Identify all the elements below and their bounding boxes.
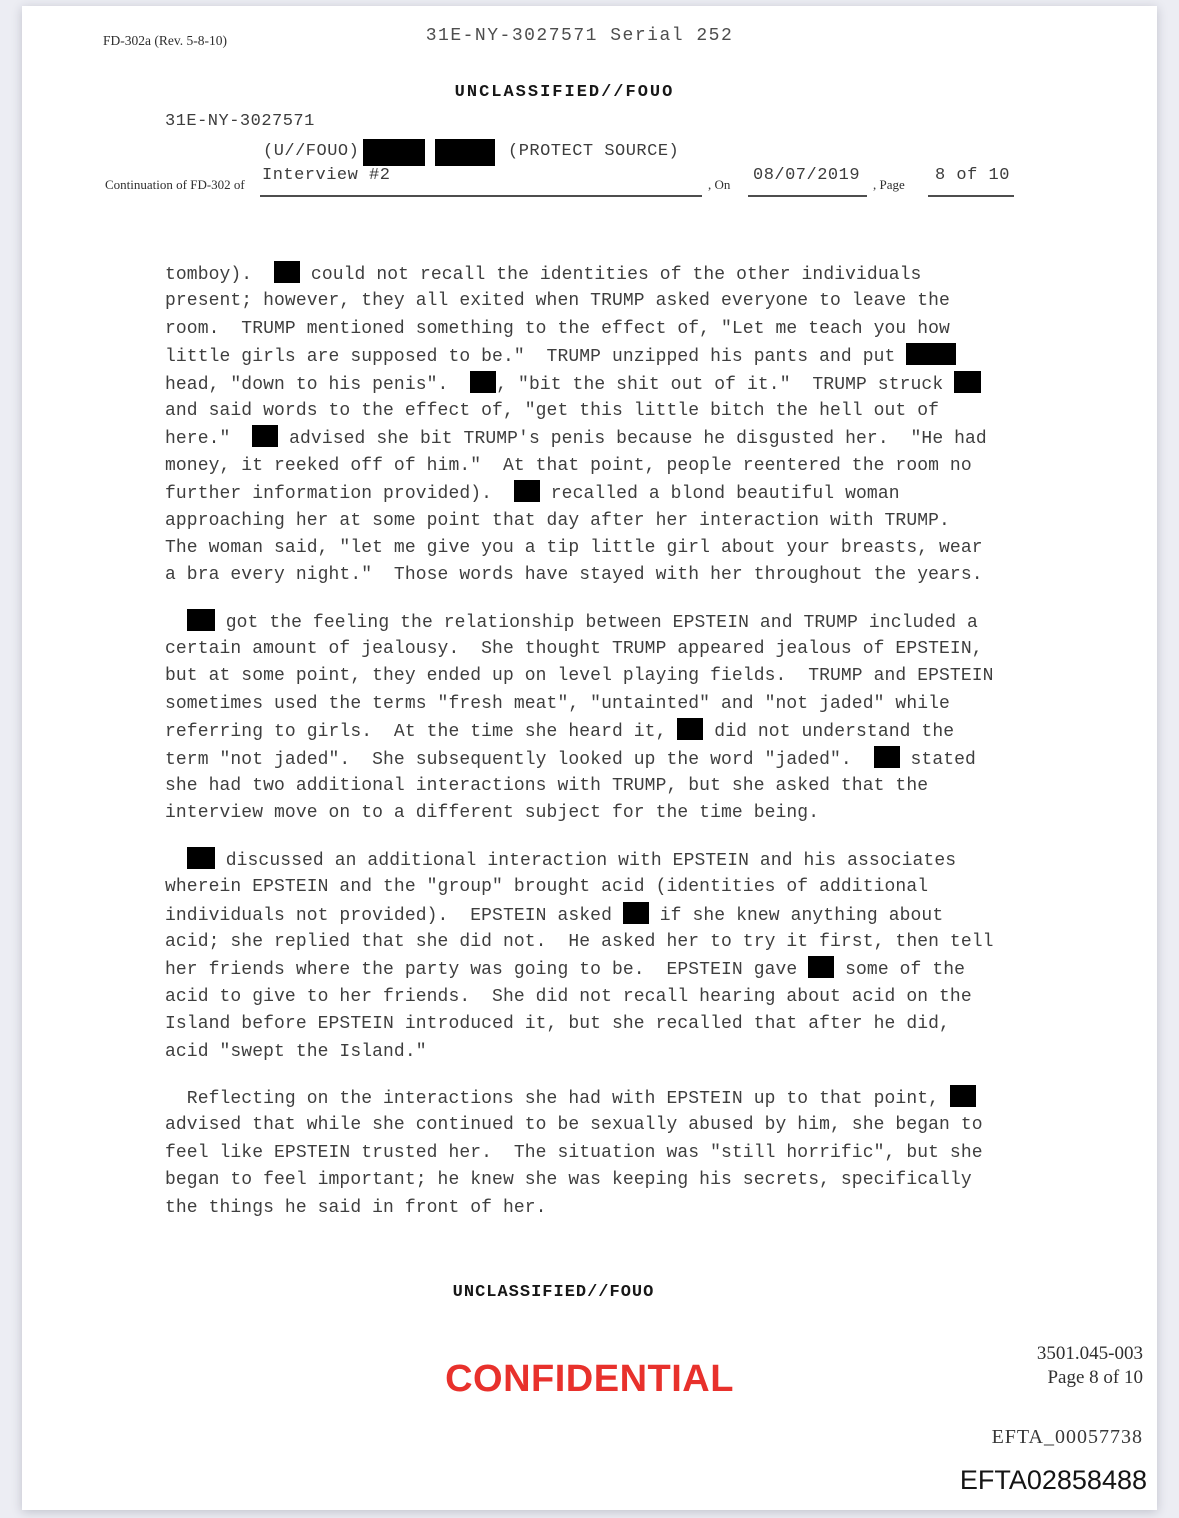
classification-banner-top: UNCLASSIFIED//FOUO bbox=[454, 83, 675, 102]
case-serial-header: 31E-NY-3027571 Serial 252 bbox=[425, 26, 734, 46]
redaction-box bbox=[252, 425, 278, 447]
document-body bbox=[165, 261, 1035, 1241]
body-line: the things he said in front of her. bbox=[165, 1197, 547, 1218]
body-line: her friends where the party was going to be. EPSTEIN gave some of the bbox=[165, 956, 1035, 983]
continuation-label: Continuation of FD-302 of bbox=[105, 177, 245, 192]
redaction-box bbox=[808, 956, 834, 978]
paragraph bbox=[165, 847, 1035, 1066]
redaction-box bbox=[954, 371, 981, 393]
body-line: head, "down to his penis". , "bit the shit out of it." TRUMP struck bbox=[165, 371, 1035, 398]
bates-number-efta-underscore: EFTA_00057738 bbox=[991, 1426, 1143, 1448]
exhibit-reference bbox=[1037, 1342, 1143, 1390]
body-line: Reflecting on the interactions she had with EPSTEIN up to that point, bbox=[165, 1085, 1035, 1112]
redaction-box bbox=[950, 1085, 976, 1107]
page-label: , Page bbox=[873, 177, 905, 192]
body-line: acid "swept the Island." bbox=[165, 1041, 427, 1062]
body-line: feel like EPSTEIN trusted her. The situation was "still horrific", but she bbox=[165, 1142, 983, 1163]
paragraph bbox=[165, 609, 1035, 828]
body-line: term "not jaded". She subsequently looked up the word "jaded". stated bbox=[165, 746, 1035, 773]
body-line: wherein EPSTEIN and the "group" brought acid (identities of additional bbox=[165, 877, 929, 898]
body-line: approaching her at some point that day after her interaction with TRUMP. bbox=[165, 510, 950, 531]
redaction-box bbox=[514, 480, 540, 502]
bates-number-efta: EFTA02858488 bbox=[959, 1465, 1147, 1495]
redaction-box bbox=[874, 746, 900, 768]
page-field-underline bbox=[928, 195, 1014, 197]
redaction-box bbox=[187, 847, 215, 869]
paragraph bbox=[165, 1085, 1035, 1222]
body-line: but at some point, they ended up on level playing fields. TRUMP and EPSTEIN bbox=[165, 666, 994, 687]
body-line: little girls are supposed to be." TRUMP unzipped his pants and put bbox=[165, 343, 1035, 370]
date-field: 08/07/2019 bbox=[753, 166, 861, 185]
exhibit-page: Page 8 of 10 bbox=[1047, 1367, 1143, 1388]
body-line: Island before EPSTEIN introduced it, but she recalled that after he did, bbox=[165, 1014, 950, 1035]
body-line: discussed an additional interaction with EPSTEIN and his associates bbox=[165, 847, 1035, 874]
redaction-box bbox=[274, 261, 300, 283]
ufouo-marking: (U//FOUO) bbox=[263, 142, 360, 161]
body-line: present; however, they all exited when TRUMP asked everyone to leave the bbox=[165, 291, 950, 312]
redaction-box bbox=[906, 343, 956, 365]
confidential-stamp: CONFIDENTIAL bbox=[445, 1358, 734, 1400]
classification-banner-bottom: UNCLASSIFIED//FOUO bbox=[452, 1283, 655, 1302]
form-revision-label: FD-302a (Rev. 5-8-10) bbox=[103, 33, 227, 48]
body-line: further information provided). recalled a blond beautiful woman bbox=[165, 480, 1035, 507]
body-line: she had two additional interactions with TRUMP, but she asked that the bbox=[165, 776, 929, 797]
page-field: 8 of 10 bbox=[935, 166, 1010, 185]
body-line: The woman said, "let me give you a tip little girl about your breasts, wear bbox=[165, 537, 983, 558]
continuation-row bbox=[22, 164, 1157, 204]
redaction-box bbox=[363, 139, 425, 166]
body-line: began to feel important; he knew she was keeping his secrets, specifically bbox=[165, 1170, 972, 1191]
body-line: a bra every night." Those words have stayed with her throughout the years. bbox=[165, 565, 983, 586]
body-line: acid; she replied that she did not. He asked her to try it first, then tell bbox=[165, 931, 994, 952]
body-line: individuals not provided). EPSTEIN asked if she knew anything about bbox=[165, 902, 1035, 929]
body-line: certain amount of jealousy. She thought TRUMP appeared jealous of EPSTEIN, bbox=[165, 639, 983, 660]
interview-field-underline bbox=[260, 195, 702, 197]
redaction-box bbox=[187, 609, 215, 631]
body-line: got the feeling the relationship between EPSTEIN and TRUMP included a bbox=[165, 609, 1035, 636]
body-line: sometimes used the terms "fresh meat", "untainted" and "not jaded" while bbox=[165, 693, 950, 714]
body-line: acid to give to her friends. She did not recall hearing about acid on the bbox=[165, 986, 972, 1007]
protect-source-marking: (PROTECT SOURCE) bbox=[508, 142, 680, 161]
body-line: money, it reeked off of him." At that point, people reentered the room no bbox=[165, 455, 972, 476]
body-line: and said words to the effect of, "get this little bitch the hell out of bbox=[165, 400, 940, 421]
paragraph bbox=[165, 261, 1035, 590]
body-line: advised that while she continued to be sexually abused by him, she began to bbox=[165, 1115, 983, 1136]
redaction-box bbox=[470, 371, 496, 393]
body-line: tomboy). could not recall the identities of the other individuals bbox=[165, 261, 1035, 288]
exhibit-number: 3501.045-003 bbox=[1036, 1343, 1143, 1364]
interview-field: Interview #2 bbox=[262, 166, 391, 185]
redaction-box bbox=[435, 139, 495, 166]
body-line: interview move on to a different subject for the time being. bbox=[165, 803, 820, 824]
body-line: referring to girls. At the time she heard it, did not understand the bbox=[165, 718, 1035, 745]
redaction-box bbox=[677, 718, 703, 740]
document-page bbox=[22, 6, 1157, 1510]
date-field-underline bbox=[748, 195, 867, 197]
body-line: here." advised she bit TRUMP's penis because he disgusted her. "He had bbox=[165, 425, 1035, 452]
case-number: 31E-NY-3027571 bbox=[165, 112, 315, 131]
redaction-box bbox=[623, 902, 649, 924]
on-label: , On bbox=[708, 177, 731, 192]
body-line: room. TRUMP mentioned something to the effect of, "Let me teach you how bbox=[165, 318, 950, 339]
